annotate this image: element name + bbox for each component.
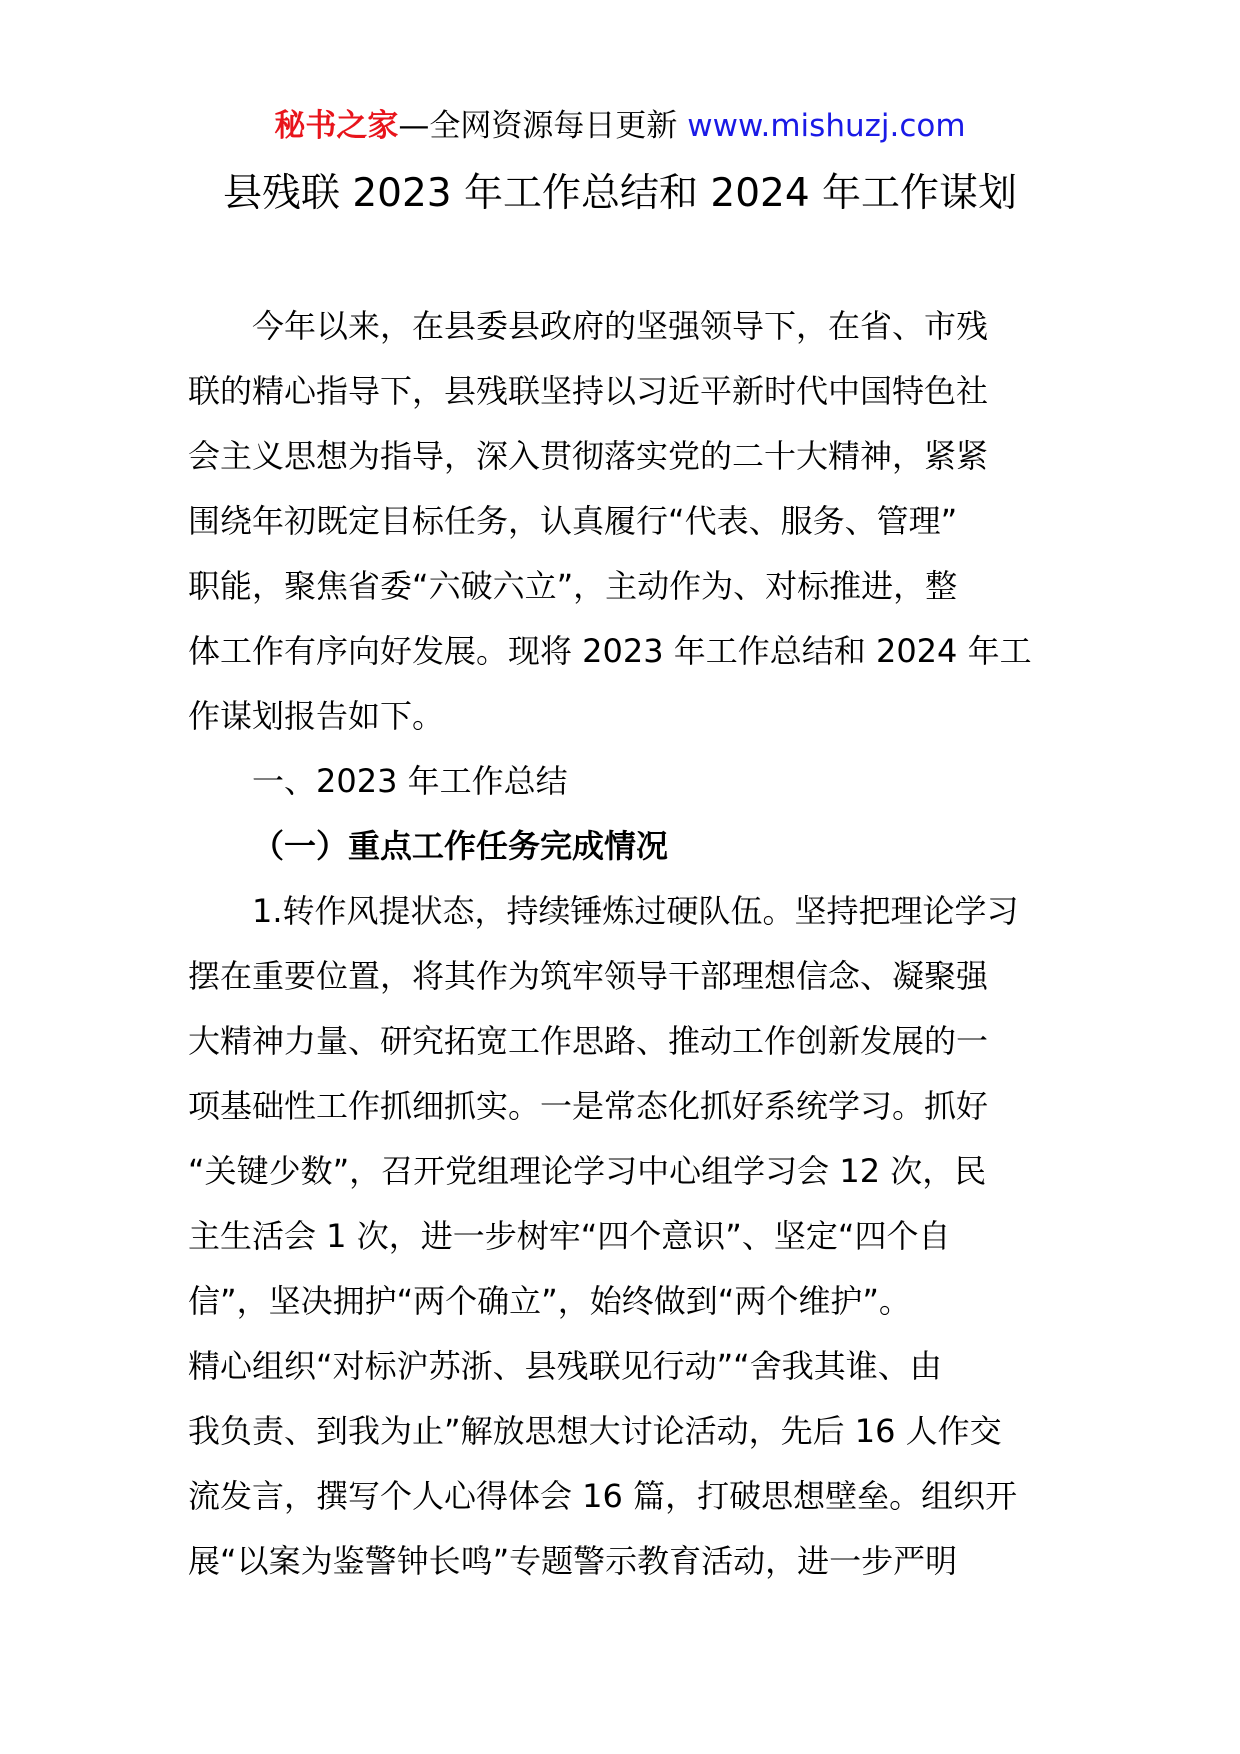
brand-name: 秘书之家: [274, 108, 399, 144]
body-line: 展“以案为鉴警钟长鸣”专题警示教育活动，进一步严明: [188, 1542, 958, 1580]
site-header: [0, 104, 1240, 148]
body-line: 大精神力量、研究拓宽工作思路、推动工作创新发展的一: [188, 1022, 989, 1060]
body-line: 摆在重要位置，将其作为筑牢领导干部理想信念、凝聚强: [188, 957, 989, 995]
header-slogan: —全网资源每日更新: [398, 108, 678, 144]
body-line: 1.转作风提状态，持续锤炼过硬队伍。坚持把理论学习: [252, 892, 1019, 930]
body-line: 联的精心指导下，县残联坚持以习近平新时代中国特色社: [188, 372, 989, 410]
document-title: 县残联 2023 年工作总结和 2024 年工作谋划: [222, 171, 1018, 216]
body-line: 职能，聚焦省委“六破六立”，主动作为、对标推进，整: [188, 567, 958, 605]
body-line: 我负责、到我为止”解放思想大讨论活动，先后 16 人作交: [188, 1412, 1002, 1450]
document-body: [188, 294, 1056, 1594]
body-line: 体工作有序向好发展。现将 2023 年工作总结和 2024 年工: [188, 632, 1032, 670]
site-url-link[interactable]: www.mishuzj.com: [687, 108, 966, 144]
body-line: 会主义思想为指导，深入贯彻落实党的二十大精神，紧紧: [188, 437, 989, 475]
body-line: 项基础性工作抓细抓实。一是常态化抓好系统学习。抓好: [188, 1087, 989, 1125]
body-line: “关键少数”，召开党组理论学习中心组学习会 12 次，民: [188, 1152, 987, 1190]
body-line: 作谋划报告如下。: [188, 697, 445, 735]
body-line: 信”，坚决拥护“两个确立”，始终做到“两个维护”。: [188, 1282, 911, 1320]
body-line: 今年以来，在县委县政府的坚强领导下，在省、市残: [252, 307, 989, 345]
body-line: 围绕年初既定目标任务，认真履行“代表、服务、管理”: [188, 502, 958, 540]
body-line: 精心组织“对标沪苏浙、县残联见行动”“舍我其谁、由: [188, 1347, 942, 1385]
subsection-heading: （一）重点工作任务完成情况: [252, 827, 669, 865]
body-line: 流发言，撰写个人心得体会 16 篇，打破思想壁垒。组织开: [188, 1477, 1018, 1515]
body-line: 主生活会 1 次，进一步树牢“四个意识”、坚定“四个自: [188, 1217, 951, 1255]
section-heading: 一、2023 年工作总结: [252, 762, 568, 800]
